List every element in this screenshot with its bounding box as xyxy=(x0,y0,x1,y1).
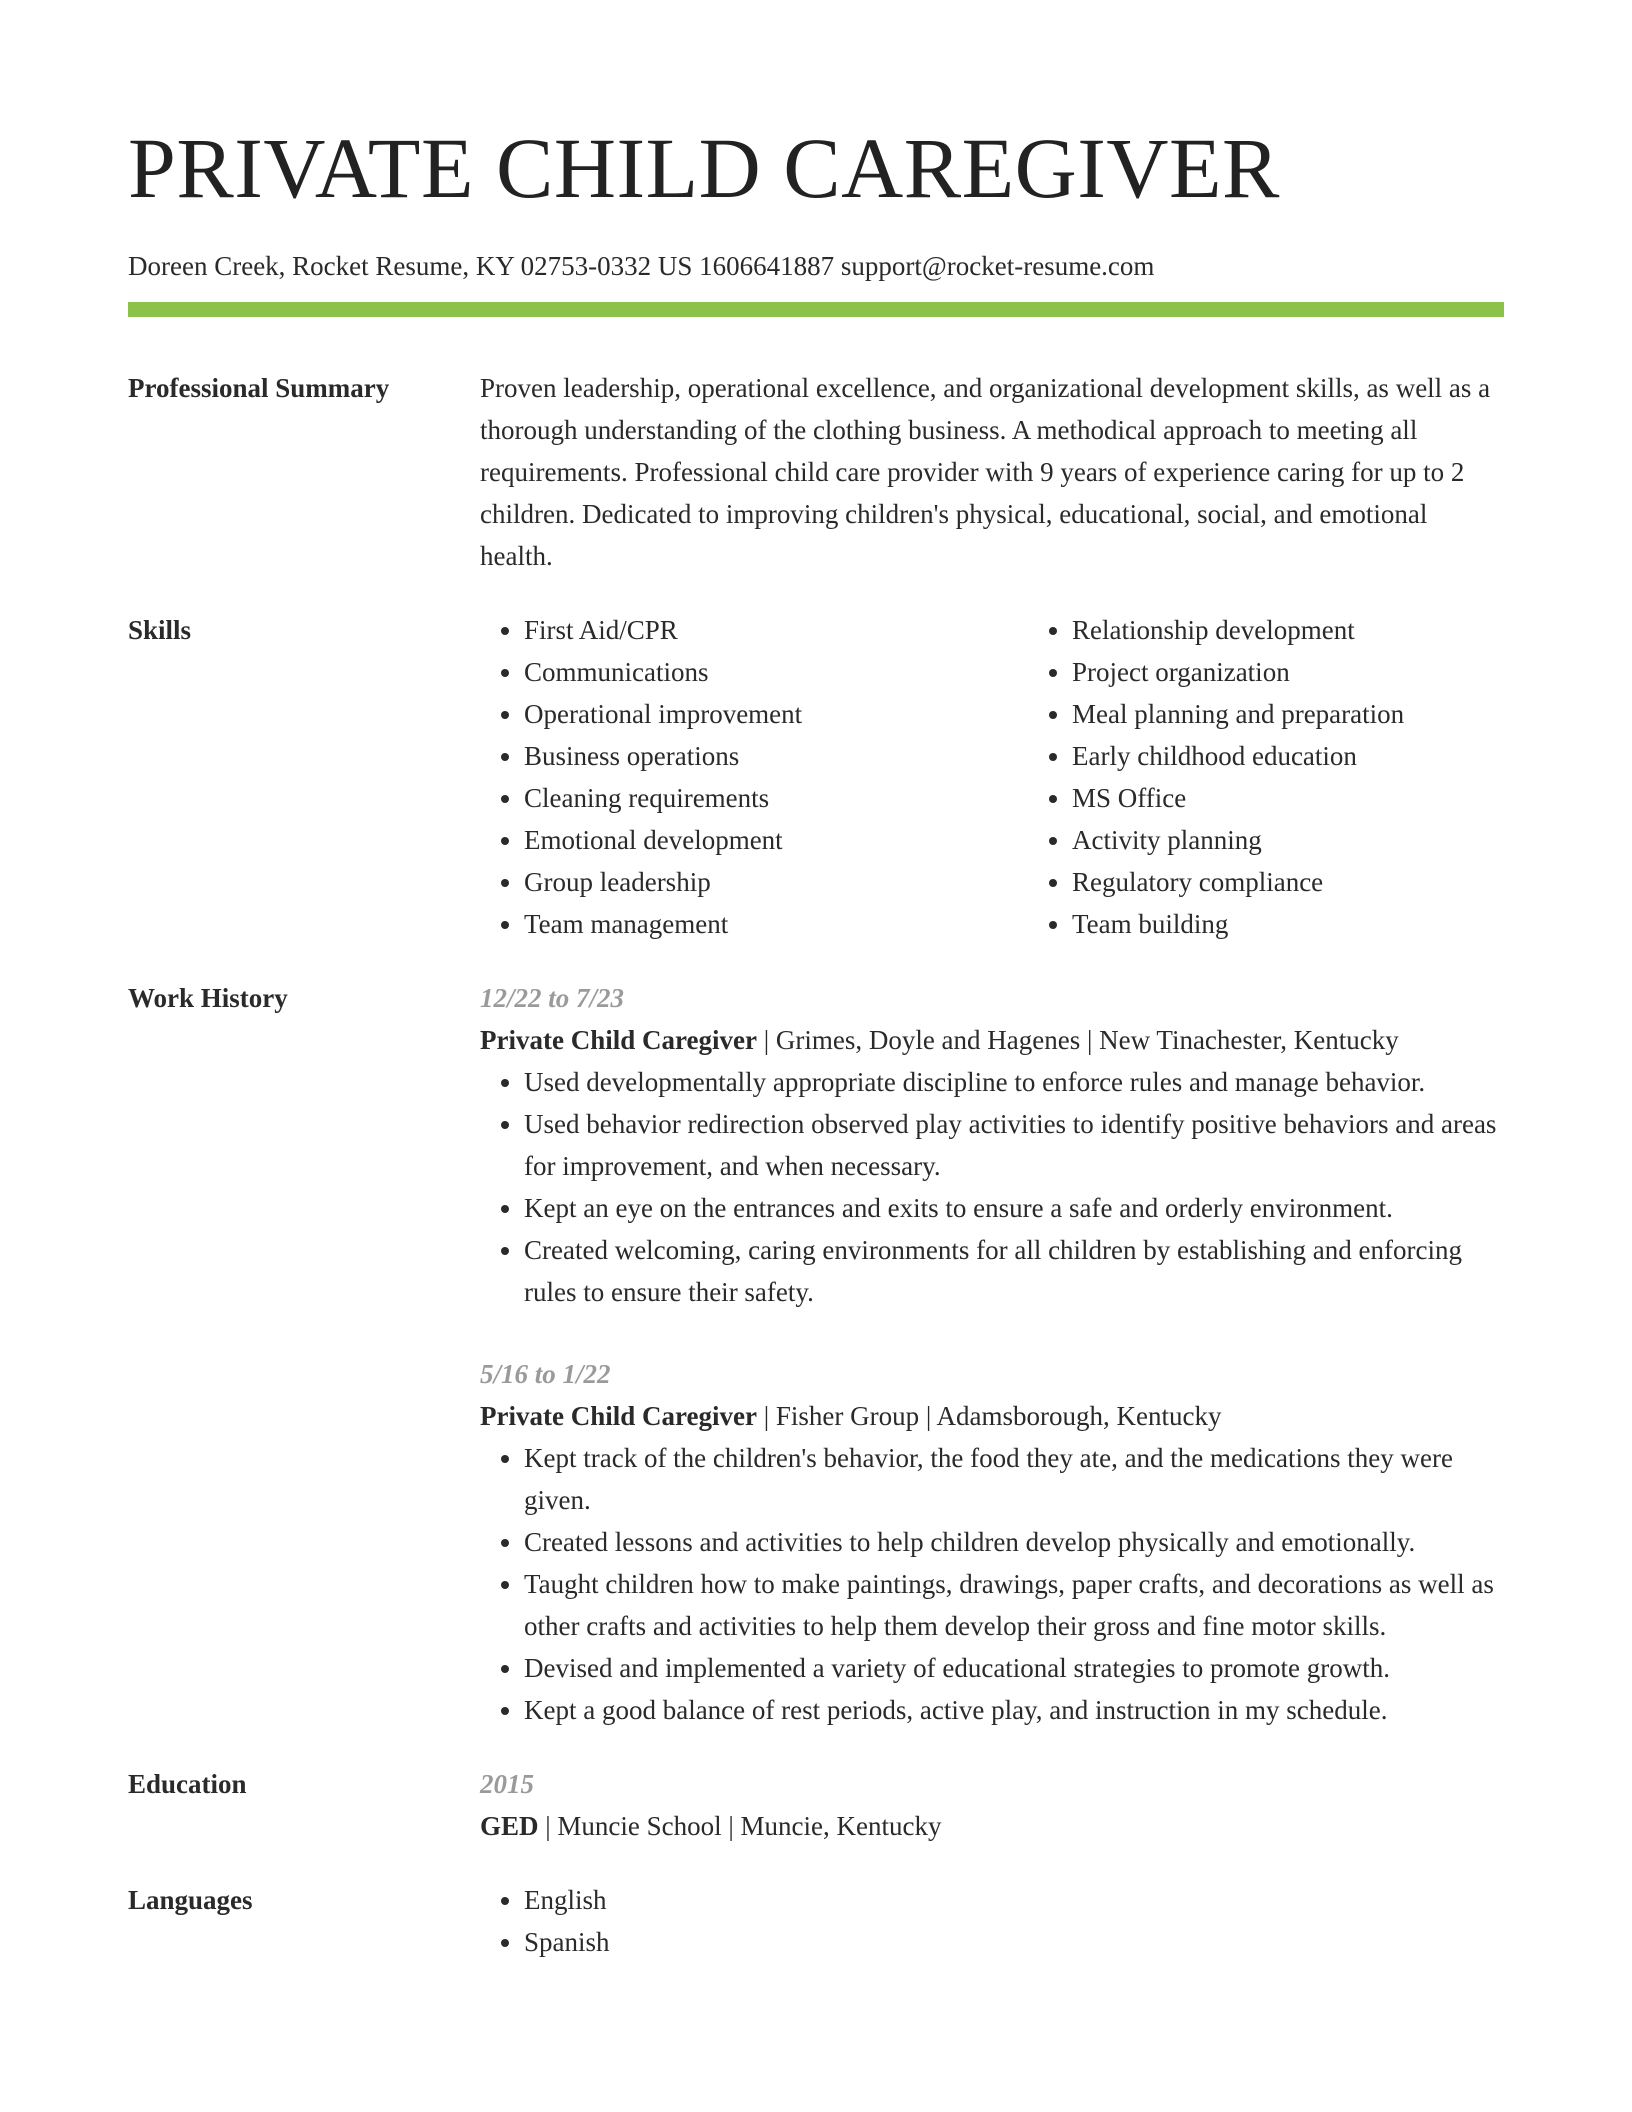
job-duty-item: • Used behavior redirection observed play activities to identify positive behaviors and areas for improvement, and when necessary. xyxy=(524,1103,1504,1187)
skill-item: • Project organization xyxy=(1072,651,1504,693)
summary-label: Professional Summary xyxy=(128,373,390,403)
education-heading xyxy=(480,1805,1504,1847)
skill-item: • First Aid/CPR xyxy=(524,609,1028,651)
job-duty-item: • Devised and implemented a variety of educational strategies to promote growth. xyxy=(524,1647,1504,1689)
job-duty-item: • Kept an eye on the entrances and exits to ensure a safe and orderly environment. xyxy=(524,1187,1504,1229)
job-entry xyxy=(480,1353,1504,1731)
skill-item: • Relationship development xyxy=(1072,609,1504,651)
skills-list-right xyxy=(1028,609,1504,945)
education-body xyxy=(480,1763,1504,1847)
job-title: Private Child Caregiver xyxy=(480,1401,757,1431)
job-duties-list xyxy=(480,1061,1504,1313)
skill-item: • Business operations xyxy=(524,735,1028,777)
skills-section xyxy=(128,609,1504,945)
skill-item: • Team building xyxy=(1072,903,1504,945)
job-duty-item: • Kept track of the children's behavior, the food they ate, and the medications they were given. xyxy=(524,1437,1504,1521)
work-history-body xyxy=(480,977,1504,1731)
job-dates: 5/16 to 1/22 xyxy=(480,1359,611,1389)
skill-item: • Cleaning requirements xyxy=(524,777,1028,819)
job-dates: 12/22 to 7/23 xyxy=(480,983,625,1013)
languages-body xyxy=(480,1879,1504,1963)
resume-name-heading: PRIVATE CHILD CAREGIVER xyxy=(128,120,1280,216)
work-history-section xyxy=(128,977,1504,1731)
skill-item: • Emotional development xyxy=(524,819,1028,861)
skills-list-left xyxy=(480,609,1028,945)
job-employer-location: | Fisher Group | Adamsborough, Kentucky xyxy=(756,1401,1222,1431)
education-degree: GED xyxy=(480,1811,539,1841)
job-duty-item: • Kept a good balance of rest periods, active play, and instruction in my schedule. xyxy=(524,1689,1504,1731)
skills-label: Skills xyxy=(128,615,192,645)
languages-list xyxy=(480,1879,1504,1963)
job-heading xyxy=(480,1395,1504,1437)
language-item: • English xyxy=(524,1879,1504,1921)
accent-divider xyxy=(128,302,1504,317)
summary-section xyxy=(128,367,1504,577)
skill-item: • MS Office xyxy=(1072,777,1504,819)
job-entry xyxy=(480,977,1504,1313)
skill-item: • Early childhood education xyxy=(1072,735,1504,777)
skills-columns xyxy=(480,609,1504,945)
contact-line: Doreen Creek, Rocket Resume, KY 02753-0332 US 1606641887 support@rocket-resume.com xyxy=(128,251,1155,281)
work-history-label: Work History xyxy=(128,983,288,1013)
education-school-location: | Muncie School | Muncie, Kentucky xyxy=(538,1811,942,1841)
languages-label: Languages xyxy=(128,1885,253,1915)
summary-text: Proven leadership, operational excellence, and organizational development skills, as well as a thorough understanding of the clothing business. A methodical approach to meeting all requirements. Professional child care provider with 9 years of experience caring for up to 2 children. Dedicated to improving children's physical, educational, social, and emotional health. xyxy=(480,373,1491,571)
job-heading xyxy=(480,1019,1504,1061)
languages-section xyxy=(128,1879,1504,1963)
job-duty-item: • Taught children how to make paintings, drawings, paper crafts, and decorations as well as other crafts and activities to help them develop their gross and fine motor skills. xyxy=(524,1563,1504,1647)
education-section xyxy=(128,1763,1504,1847)
skill-item: • Group leadership xyxy=(524,861,1028,903)
job-duty-item: • Created lessons and activities to help children develop physically and emotionally. xyxy=(524,1521,1504,1563)
skill-item: • Regulatory compliance xyxy=(1072,861,1504,903)
education-year: 2015 xyxy=(480,1769,534,1799)
job-duty-item: • Created welcoming, caring environments for all children by establishing and enforcing rules to ensure their safety. xyxy=(524,1229,1504,1313)
job-duties-list xyxy=(480,1437,1504,1731)
language-item: • Spanish xyxy=(524,1921,1504,1963)
job-duty-item: • Used developmentally appropriate discipline to enforce rules and manage behavior. xyxy=(524,1061,1504,1103)
skill-item: • Meal planning and preparation xyxy=(1072,693,1504,735)
job-title: Private Child Caregiver xyxy=(480,1025,757,1055)
job-employer-location: | Grimes, Doyle and Hagenes | New Tinachester, Kentucky xyxy=(756,1025,1399,1055)
skill-item: • Operational improvement xyxy=(524,693,1028,735)
skill-item: • Activity planning xyxy=(1072,819,1504,861)
skill-item: • Team management xyxy=(524,903,1028,945)
education-label: Education xyxy=(128,1769,247,1799)
skill-item: • Communications xyxy=(524,651,1028,693)
